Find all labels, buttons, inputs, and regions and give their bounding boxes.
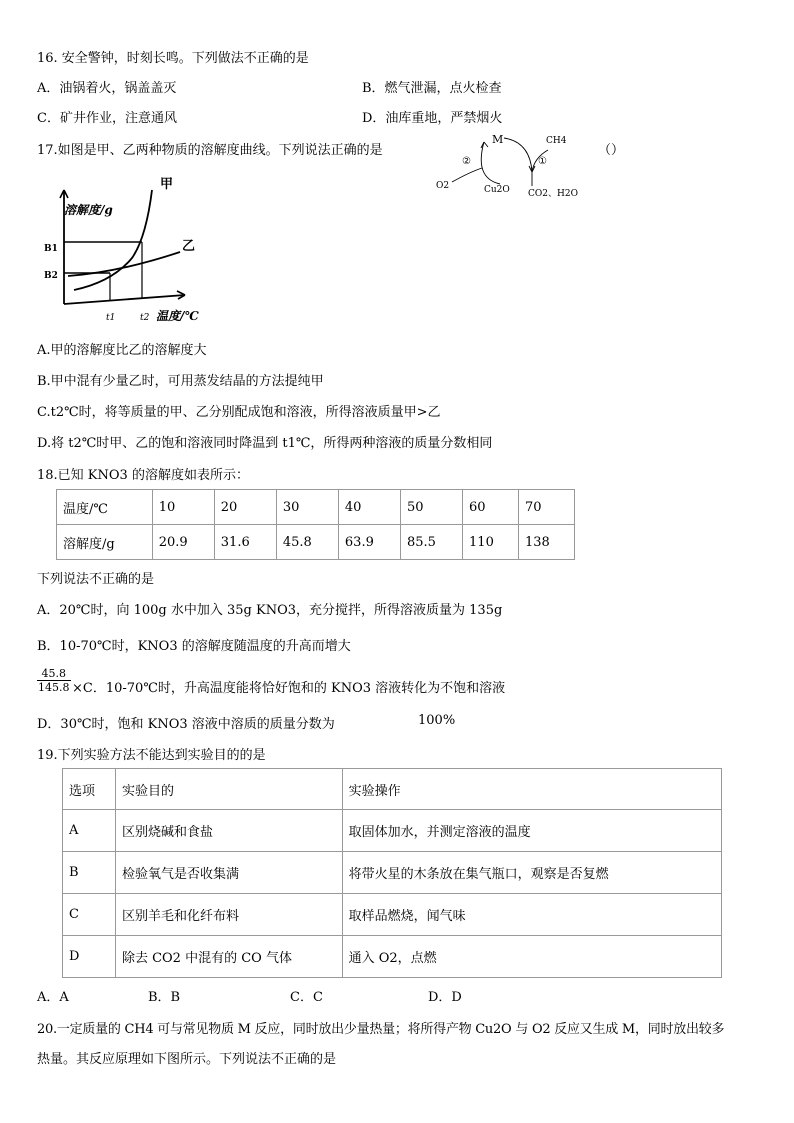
y-tick-b2: B2 [44,271,58,281]
table-header-row [63,769,722,810]
solubility-curve-graph [40,172,220,322]
graph-y-axis-label: 溶解度/g [64,203,113,217]
fraction-denominator: 145.8 [38,681,70,694]
q16-option-a: A．油锅着火，锅盖盖灭 [37,81,177,96]
y-tick-b1: B1 [44,244,58,254]
table-cell: 85.5 [400,525,462,560]
experiment-table [62,768,722,978]
q18-option-b: B．10-70℃时，KNO3 的溶解度随温度的升高而增大 [37,639,351,654]
cycle-step1-label: ① [538,156,547,167]
q18-option-d-percent: 100% [418,713,456,728]
cycle-m-label: M [492,133,504,146]
graph-x-axis-label: 温度/℃ [156,309,199,322]
table-cell: 区别烧碱和食盐 [115,810,342,852]
q18-option-d: D．30℃时，饱和 KNO3 溶液中溶质的质量分数为 [37,717,335,732]
table-row-solubility [57,525,575,560]
table-cell: 63.9 [338,525,400,560]
table-cell: 31.6 [214,525,276,560]
table-cell: B [63,852,116,894]
q20-stem-line1: 20.一定质量的 CH4 可与常见物质 M 反应，同时放出少量热量；将所得产物 Cu2O 与 O2 反应又生成 M，同时放出较多 [37,1022,725,1037]
q16-stem: 16. 安全警钟，时刻长鸣。下列做法不正确的是 [37,51,309,66]
q18-fraction [37,667,71,694]
cycle-o2-label: O2 [436,181,450,191]
q17-answer-paren: （） [598,143,625,158]
table-cell: 110 [463,525,519,560]
table-cell: 检验氧气是否收集满 [115,852,342,894]
q16-option-b: B．燃气泄漏，点火检查 [362,81,502,96]
table-cell: D [63,936,116,978]
cycle-products-label: CO2、H2O [528,189,578,199]
cycle-step2-label: ② [462,156,471,167]
curve-yi-label: 乙 [182,239,196,254]
q16-option-c: C．矿井作业，注意通风 [37,111,177,126]
x-tick-t2: t2 [140,313,150,322]
q16-option-d: D．油库重地，严禁烟火 [362,111,503,126]
q18-option-c: ×C．10-70℃时，升高温度能将恰好饱和的 KNO3 溶液转化为不饱和溶液 [72,681,506,696]
cycle-cu2o-label: Cu2O [484,185,510,195]
q17-stem: 17.如图是甲、乙两种物质的溶解度曲线。下列说法正确的是 [37,143,383,158]
table-header-cell: 实验操作 [342,769,721,810]
fraction-numerator: 45.8 [37,667,71,681]
q19-option-d: D．D [428,990,462,1005]
table-cell: 138 [518,525,574,560]
q19-stem: 19.下列实验方法不能达到实验目的的是 [37,748,266,763]
q17-option-c: C.t2℃时，将等质量的甲、乙分别配成饱和溶液，所得溶液质量甲>乙 [37,405,441,420]
reaction-cycle-diagram [430,128,590,208]
table-cell: 60 [463,490,519,525]
table-cell: 20.9 [152,525,214,560]
table-cell: 温度/℃ [57,490,153,525]
x-tick-t1: t1 [106,313,116,322]
table-cell: 区别羊毛和化纤布料 [115,894,342,936]
curve-jia-label: 甲 [160,177,174,192]
table-cell: 40 [338,490,400,525]
cycle-arc-left [481,142,500,184]
q18-stem: 18.已知 KNO3 的溶解度如表所示： [37,468,249,483]
q18-option-a: A．20℃时，向 100g 水中加入 35g KNO3，充分搅拌，所得溶液质量为 135g [37,603,503,618]
table-cell: 通入 O2，点燃 [342,936,721,978]
q19-option-b: B．B [148,990,181,1005]
table-cell: 除去 CO2 中混有的 CO 气体 [115,936,342,978]
graph-x-axis [64,295,185,304]
table-row [63,936,722,978]
table-cell: 取样品燃烧，闻气味 [342,894,721,936]
q18-lead: 下列说法不正确的是 [37,572,155,587]
table-row [63,894,722,936]
table-cell: 50 [400,490,462,525]
cycle-ch4-label: CH4 [546,136,567,146]
table-cell: 取固体加水，并测定溶液的温度 [342,810,721,852]
table-header-cell: 选项 [63,769,116,810]
q17-option-d: D.将 t2℃时甲、乙的饱和溶液同时降温到 t1℃，所得两种溶液的质量分数相同 [37,436,493,451]
q19-option-c: C．C [290,990,323,1005]
cycle-o2-in [452,168,482,182]
table-cell: 70 [518,490,574,525]
table-cell: 10 [152,490,214,525]
table-row-temperature [57,490,575,525]
table-cell: 将带火星的木条放在集气瓶口，观察是否复燃 [342,852,721,894]
table-row [63,852,722,894]
table-header-cell: 实验目的 [115,769,342,810]
cycle-arrowhead-left [481,142,488,148]
table-cell: 溶解度/g [57,525,153,560]
q20-stem-line2: 热量。其反应原理如下图所示。下列说法不正确的是 [37,1052,337,1067]
table-cell: C [63,894,116,936]
q17-option-b: B.甲中混有少量乙时，可用蒸发结晶的方法提纯甲 [37,374,324,389]
table-cell: 30 [276,490,338,525]
table-row [63,810,722,852]
table-cell: A [63,810,116,852]
q19-option-a: A．A [37,990,69,1005]
table-cell: 45.8 [276,525,338,560]
cycle-arc-right [504,138,532,172]
table-cell: 20 [214,490,276,525]
kno3-solubility-table [56,489,575,560]
q17-option-a: A.甲的溶解度比乙的溶解度大 [37,343,207,358]
